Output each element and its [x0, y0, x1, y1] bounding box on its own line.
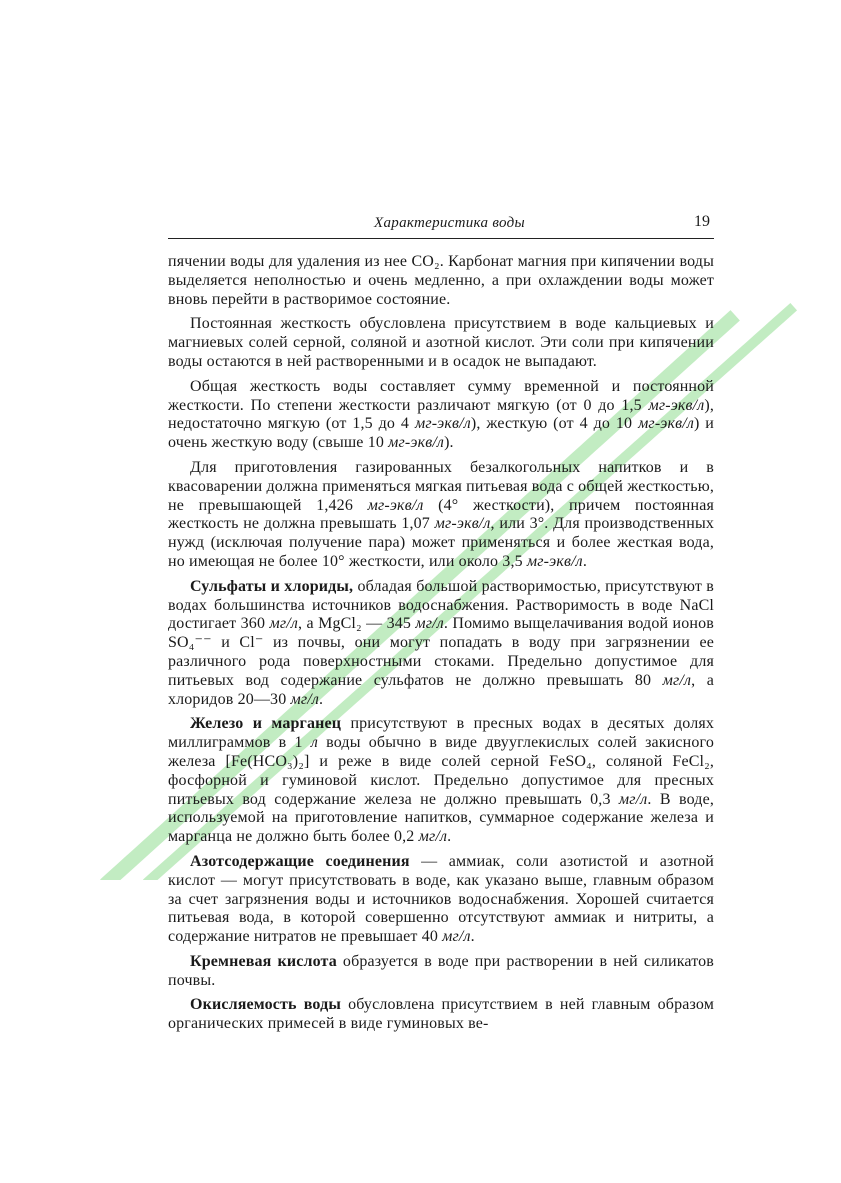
text-run: присутствуют в пресных водах в десятых долях миллиграммов в 1: [168, 715, 714, 752]
paragraph: [168, 378, 714, 453]
text-run: обладая большой растворимостью, присутствуют в водах большинства источников водоснабжения. Растворимость в воде NaCl достигает 360: [168, 577, 714, 633]
italic-unit: мг-экв/л: [388, 434, 445, 452]
bold-run: Железо и марганец: [190, 715, 342, 733]
bold-run: Сульфаты и хлориды,: [190, 577, 354, 595]
text-run: . Помимо выщелачивания водой ионов SO₄⁻⁻ и Cl⁻ из почвы, они могут попадать в воду при загрязнении ее различного рода поверхностными стоками. Предельно допустимое для питьевых вод содержание сульфатов не должно превышать 80: [168, 615, 714, 689]
text-run: .: [318, 690, 324, 708]
text-run: ) и очень жесткую воду (свыше 10: [168, 415, 715, 452]
italic-unit: мг/л: [290, 690, 319, 708]
text-run: ).: [444, 434, 454, 452]
text-run: . В воде, используемой на приготовление напитков, суммарное содержание железа и марганца не должно быть более 0,2: [168, 790, 714, 846]
paragraph: [168, 996, 714, 1034]
text-run: ), жесткую (от 4 до 10: [470, 415, 639, 433]
italic-unit: мг/л: [662, 671, 692, 689]
page-number: 19: [694, 213, 710, 230]
text-run: Общая жесткость воды составляет сумму временной и постоянной жесткости. По степени жесткости различают мягкую (от 0 до 1,5: [168, 377, 714, 414]
paragraph: [168, 459, 714, 572]
running-title: Характеристика воды: [374, 215, 525, 231]
paragraph: [168, 715, 714, 847]
text-run: пячении воды для удаления из нее CO₂. Карбонат магния при кипячении воды выделяется неполностью и очень медленно, а при охлаждении воды может вновь перейти в растворимое состояние.: [168, 253, 714, 308]
body-text: [168, 253, 714, 1034]
italic-unit: мг/л: [418, 828, 448, 846]
running-header: [168, 212, 714, 239]
italic-unit: мг-экв/л: [638, 415, 694, 433]
italic-unit: л: [310, 734, 318, 752]
text-run: обусловлена присутствием в ней главным образом органических примесей в виде гуминовых ве-: [168, 996, 714, 1033]
text-run: .: [470, 928, 475, 946]
italic-unit: мг-экв/л: [367, 496, 424, 514]
bold-run: Окисляемость воды: [190, 996, 341, 1014]
italic-unit: мг/л: [618, 790, 648, 808]
italic-unit: мг-экв/л: [648, 396, 705, 414]
paragraph: [168, 853, 714, 947]
text-run: , или 3°. Для производственных нужд (исключая получение пара) может применяться и более жесткая вода, но имеющая не более 10° жесткости, или около 3,5: [168, 515, 715, 570]
text-run: Для приготовления газированных безалкогольных напитков и в квасоварении должна применяться мягкая питьевая вода с общей жесткостью, не превышающей 1,426: [168, 458, 714, 514]
paragraph: [168, 253, 714, 309]
italic-unit: мг-экв/л: [434, 515, 491, 533]
italic-unit: мг/л: [442, 928, 471, 946]
text-run: , а хлоридов 20—30: [168, 671, 714, 708]
book-page: [168, 212, 714, 1040]
paragraph: [168, 953, 714, 991]
bold-run: Азотсодержащие соединения: [190, 852, 410, 870]
text-run: Постоянная жесткость обусловлена присутствием в воде кальциевых и магниевых солей серной, соляной и азотной кислот. Эти соли при кипячении воды остаются в ней растворенными и в осадок не выпадают.: [168, 315, 714, 370]
text-run: ), недостаточно мягкую (от 1,5 до 4: [168, 396, 714, 433]
text-run: воды обычно в виде двууглекислых солей закисного железа [Fe(HCO₃)₂] и реже в виде солей серной FeSO₄, соляной FeCl₂, фосфорной и гуминовой кислот. Предельно допустимое для пресных питьевых вод содержание железа не должно превышать 0,3: [168, 734, 715, 808]
text-run: .: [447, 828, 452, 846]
text-run: (4° жесткости), причем постоянная жесткость не должна превышать 1,07: [168, 496, 714, 533]
text-run: образуется в воде при растворении в ней силикатов почвы.: [168, 952, 714, 989]
italic-unit: мг/л: [269, 615, 298, 633]
bold-run: Кремневая кислота: [190, 952, 337, 970]
italic-unit: мг-экв/л: [414, 415, 471, 433]
italic-unit: мг-экв/л: [526, 552, 583, 570]
italic-unit: мг/л: [415, 615, 444, 633]
paragraph: [168, 578, 714, 710]
paragraph: [168, 315, 714, 371]
text-run: , а MgCl₂ — 345: [297, 615, 416, 633]
text-run: .: [582, 552, 587, 570]
text-run: — аммиак, соли азотистой и азотной кислот — могут присутствовать в воде, как указано выше, главным образом за счет загрязнения воды и источников водоснабжения. Хорошей считается питьевая вода, в которой совершенно отсутствуют аммиак и нитриты, а содержание нитратов не превышает 40: [168, 852, 714, 946]
